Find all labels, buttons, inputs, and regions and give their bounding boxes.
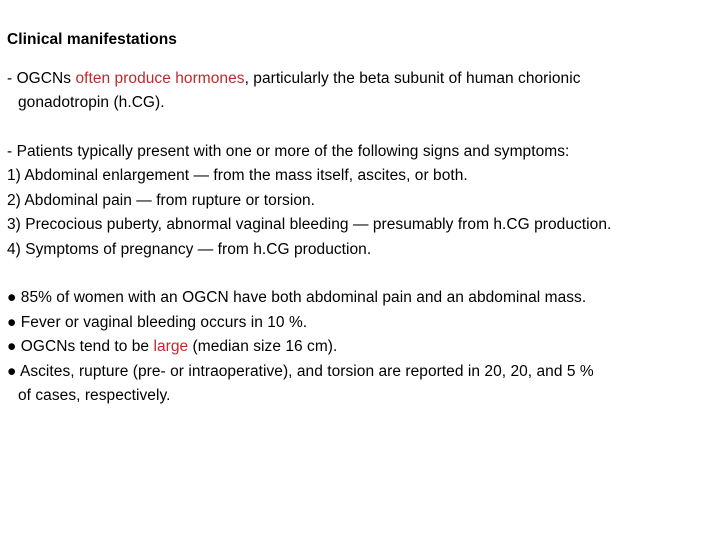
bullet-marker: ● [7,362,17,380]
bullet-item-4 [7,360,717,385]
bullet-text-1: 85% of women with an OGCN have both abdominal pain and an abdominal mass. [20,289,587,306]
bullet-text-3-prefix: OGCNs tend to be [20,338,154,355]
bullet-item-3 [7,335,717,360]
bullet-text-3-rest: (median size 16 cm). [188,338,338,355]
signs-item-2: 2) Abdominal pain — from rupture or torsion. [7,191,316,209]
slide-title: Clinical manifestations [7,31,177,48]
bullet-text-3-highlight: large [153,338,189,355]
intro-line-2: gonadotropin (h.CG). [18,94,165,111]
bullet-marker: ● [7,289,17,306]
intro-line-1 [7,67,717,92]
signs-paragraph [7,140,717,263]
signs-lead: - Patients typically present with one or more of the following signs and symptoms: [7,142,570,160]
bullet-text-4-line-1: Ascites, rupture (pre- or intraoperative), and torsion are reported in 20, 20, and 5 % [19,362,594,380]
signs-item-1: 1) Abdominal enlargement — from the mass itself, ascites, or both. [7,167,468,184]
bullet-item-2 [7,311,717,336]
intro-paragraph [7,67,717,116]
intro-rest: , particularly the beta subunit of human chorionic [244,69,581,87]
signs-item-4: 4) Symptoms of pregnancy — from h.CG production. [7,240,372,258]
bullet-text-2: Fever or vaginal bleeding occurs in 10 %. [20,313,308,331]
slide-content [7,28,717,433]
bullet-text-4-line-2: of cases, respectively. [18,387,171,404]
bullet-marker: ● [7,338,17,355]
signs-item-3: 3) Precocious puberty, abnormal vaginal bleeding — presumably from h.CG production. [7,216,612,233]
intro-prefix: - OGCNs [7,69,76,87]
bullet-item-1 [7,286,717,311]
intro-highlight: often produce hormones [75,69,245,87]
bullet-list [7,286,717,409]
bullet-marker: ● [7,313,17,331]
